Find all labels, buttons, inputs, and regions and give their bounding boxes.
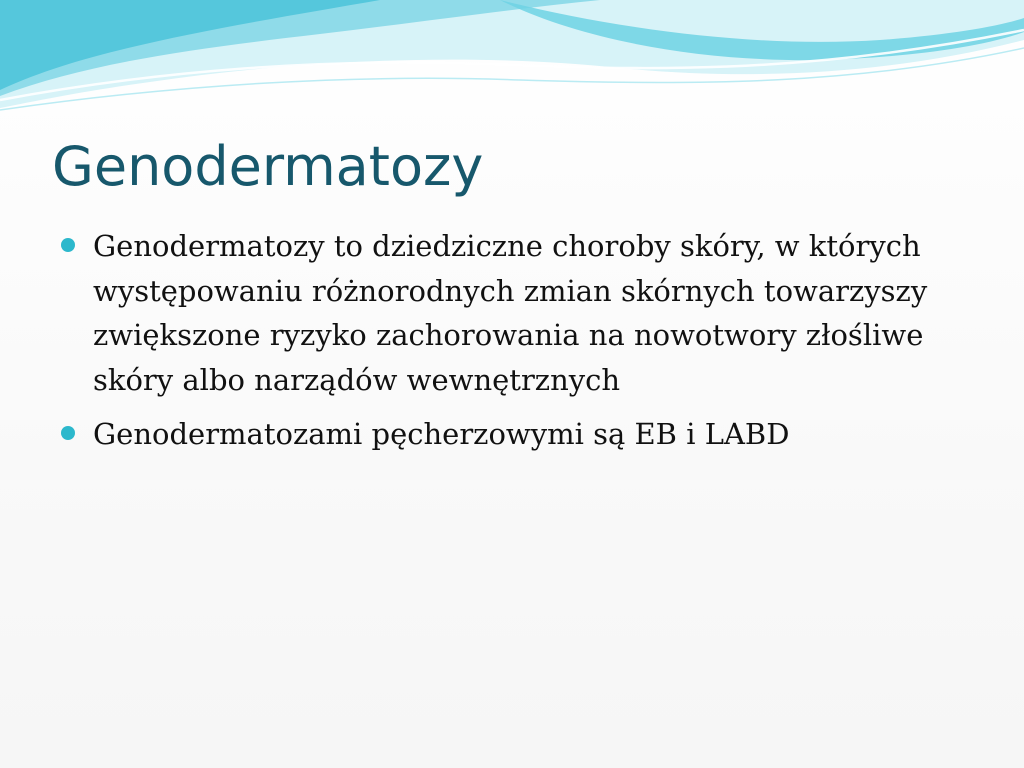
bullet-text: Genodermatozami pęcherzowymi są EB i LABD [93,417,790,451]
bullet-text: Genodermatozy to dziedziczne choroby skóry, w których występowaniu różnorodnych zmian skórnych towarzyszy zwiększone ryzyko zachorowania na nowotwory złośliwe skóry albo narządów wewnętrznych [93,229,928,397]
bullet-dot-icon [61,426,75,440]
bullet-item [60,224,960,402]
bullet-item [60,412,960,457]
bullet-list [60,224,960,467]
slide-title: Genodermatozy [52,135,484,198]
bullet-dot-icon [61,238,75,252]
header-wave-decoration [0,0,1024,120]
